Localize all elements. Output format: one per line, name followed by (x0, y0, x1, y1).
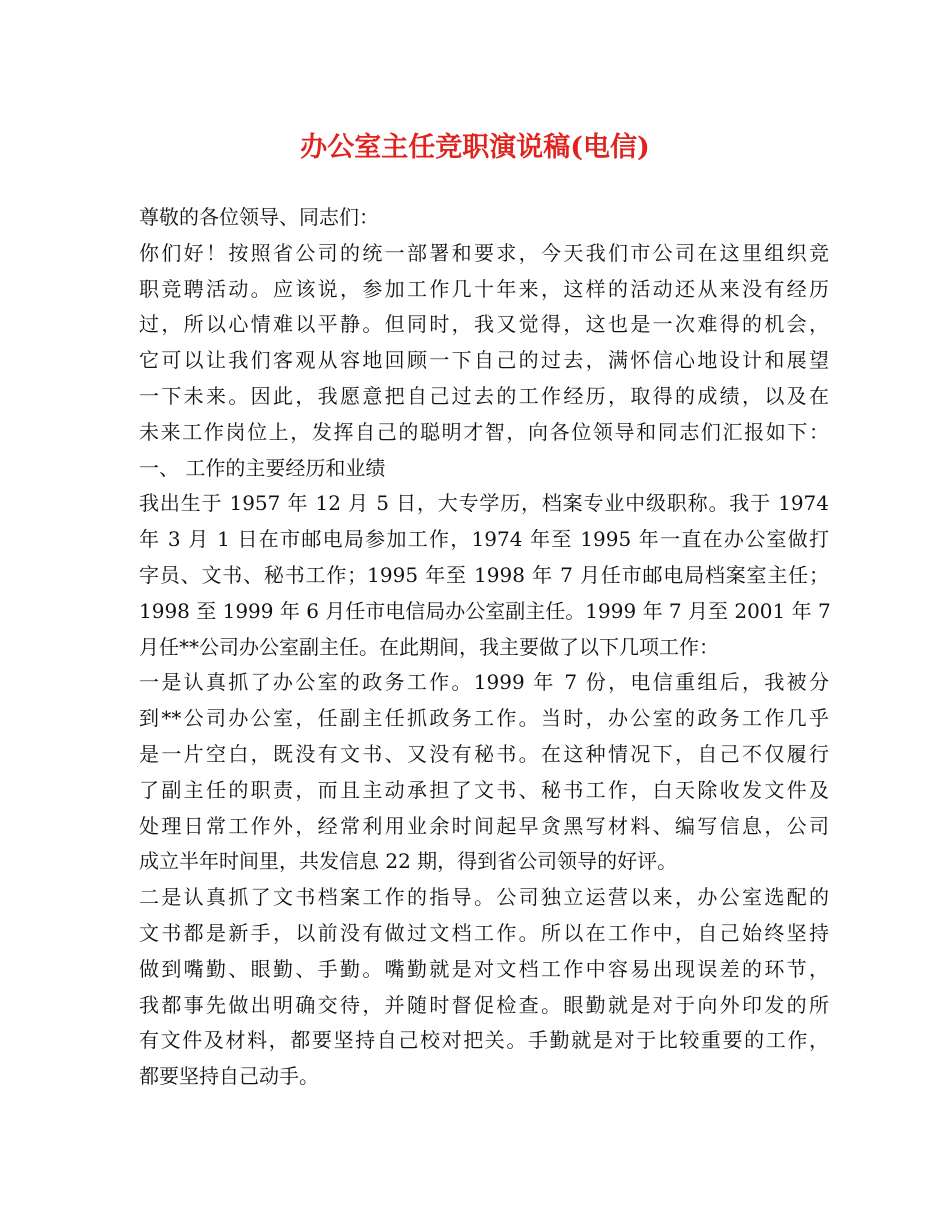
paragraph-line: 做到嘴勤、眼勤、手勤。嘴勤就是对文档工作中容易出现误差的环节， (139, 956, 829, 981)
document-body (139, 200, 829, 1095)
paragraph-line: 到**公司办公室，任副主任抓政务工作。当时，办公室的政务工作几乎 (139, 706, 829, 731)
paragraph-line: 字员、文书、秘书工作；1995 年至 1998 年 7 月任市邮电局档案室主任； (139, 562, 829, 587)
paragraph-line: 你们好！按照省公司的统一部署和要求，今天我们市公司在这里组织竞 (139, 240, 829, 265)
paragraph-line: 了副主任的职责，而且主动承担了文书、秘书工作，白天除收发文件及 (139, 777, 829, 802)
paragraph-line: 成立半年时间里，共发信息 22 期，得到省公司领导的好评。 (139, 849, 678, 874)
section-heading: 一、 工作的主要经历和业绩 (139, 455, 386, 480)
paragraph-line: 我都事先做出明确交待，并随时督促检查。眼勤就是对于向外印发的所 (139, 992, 829, 1017)
paragraph-line: 我出生于 1957 年 12 月 5 日，大专学历，档案专业中级职称。我于 1974 (139, 491, 829, 516)
paragraph-line: 都要坚持自己动手。 (139, 1064, 319, 1089)
paragraph-line: 年 3 月 1 日在市邮电局参加工作，1974 年至 1995 年一直在办公室做打 (139, 527, 829, 552)
paragraph-line: 文书都是新手，以前没有做过文档工作。所以在工作中，自己始终坚持 (139, 920, 829, 945)
paragraph-line: 是一片空白，既没有文书、又没有秘书。在这种情况下，自己不仅履行 (139, 741, 829, 766)
greeting-line: 尊敬的各位领导、同志们： (139, 205, 379, 229)
paragraph-line: 一是认真抓了办公室的政务工作。1999 年 7 份，电信重组后，我被分 (139, 670, 829, 695)
paragraph-line: 职竞聘活动。应该说，参加工作几十年来，这样的活动还从来没有经历 (139, 276, 829, 301)
paragraph-line: 一下未来。因此，我愿意把自己过去的工作经历，取得的成绩，以及在 (139, 383, 829, 408)
paragraph-line: 处理日常工作外，经常利用业余时间起早贪黑写材料、编写信息，公司 (139, 813, 829, 838)
paragraph-line: 它可以让我们客观从容地回顾一下自己的过去，满怀信心地设计和展望 (139, 348, 829, 373)
paragraph-line: 二是认真抓了文书档案工作的指导。公司独立运营以来，办公室选配的 (139, 885, 829, 910)
paragraph-line: 有文件及材料，都要坚持自己校对把关。手勤就是对于比较重要的工作， (139, 1028, 829, 1053)
paragraph-line: 过，所以心情难以平静。但同时，我又觉得，这也是一次难得的机会， (139, 312, 829, 337)
paragraph-line: 1998 至 1999 年 6 月任市电信局办公室副主任。1999 年 7 月至 2001 年 7 (139, 598, 831, 623)
paragraph-line: 未来工作岗位上，发挥自己的聪明才智，向各位领导和同志们汇报如下： (139, 419, 829, 444)
paragraph-line: 月任**公司办公室副主任。在此期间，我主要做了以下几项工作： (139, 634, 719, 659)
document-title: 办公室主任竞职演说稿(电信) (300, 132, 650, 163)
